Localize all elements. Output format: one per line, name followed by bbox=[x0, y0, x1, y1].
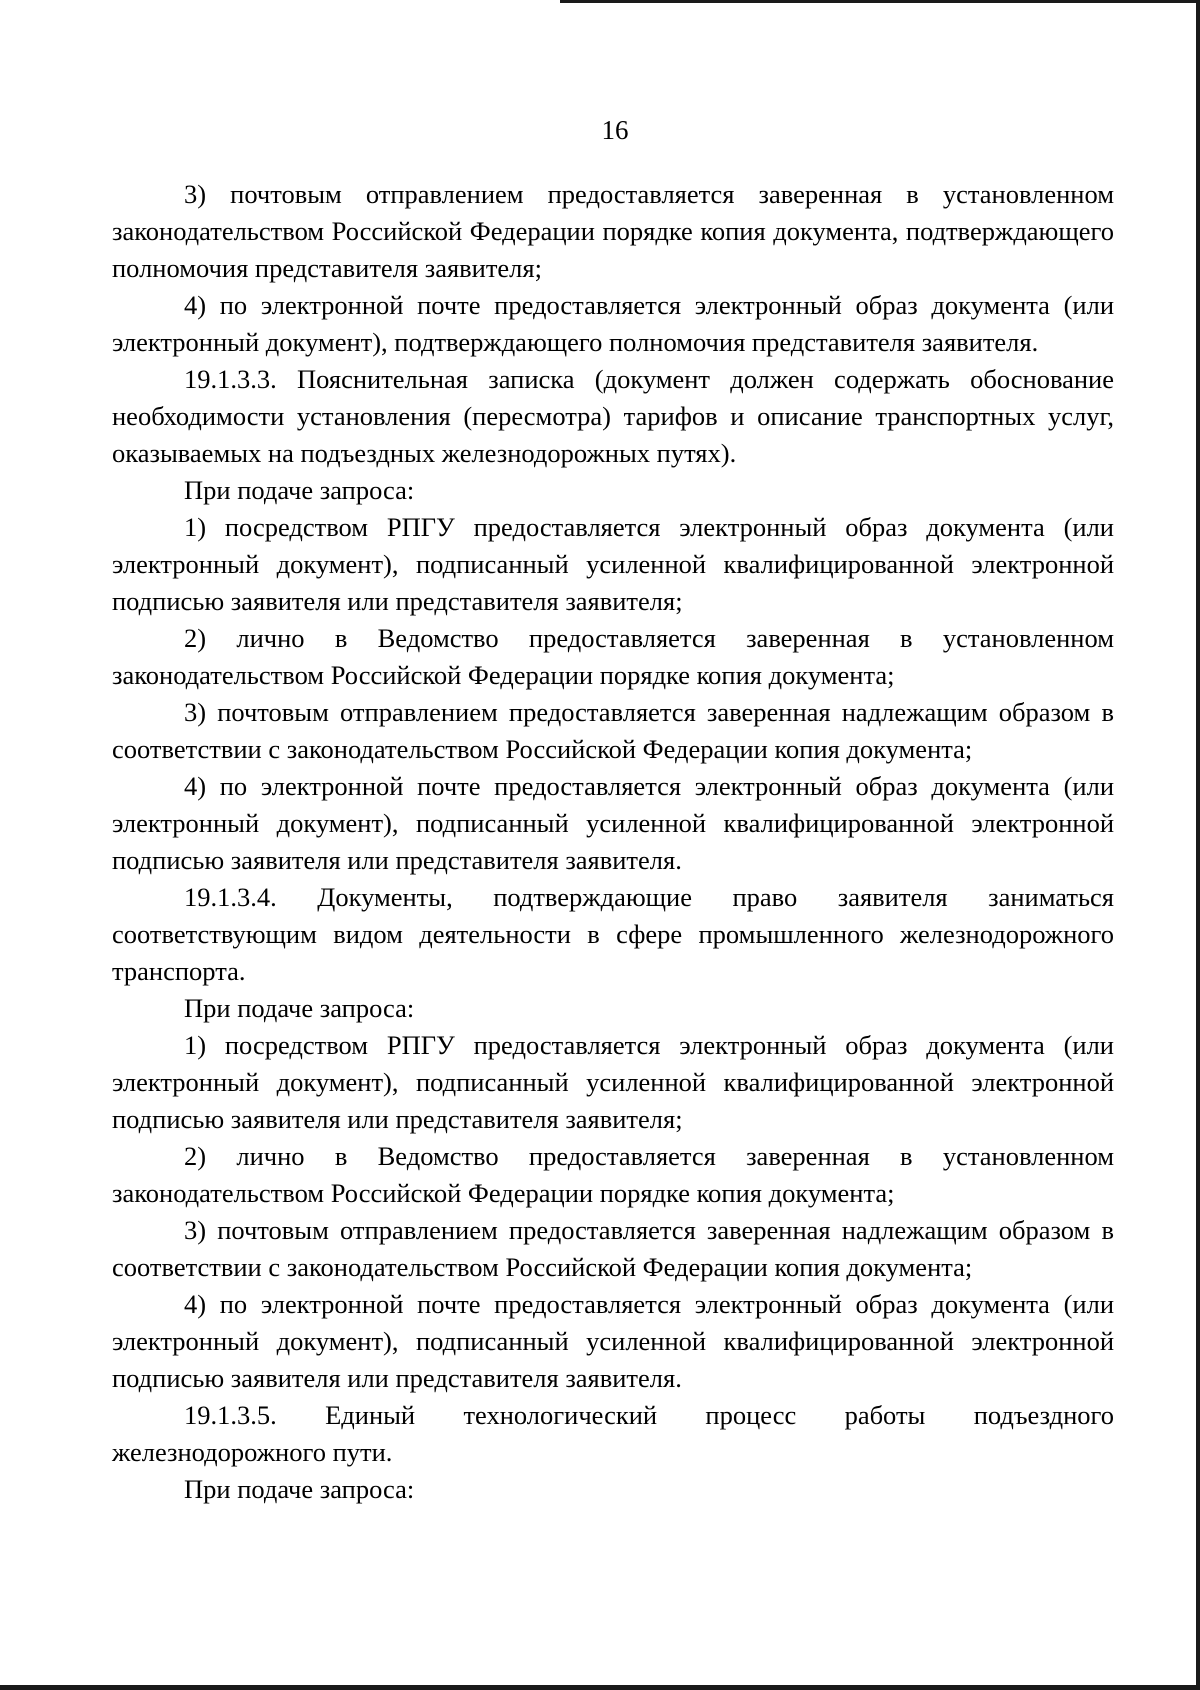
paragraph: 19.1.3.3. Пояснительная записка (документ должен содержать обоснование необходимости установления (пересмотра) тарифов и описание транспортных услуг, оказываемых на подъездных железнодорожных путях). bbox=[112, 364, 1114, 468]
paragraph: 4) по электронной почте предоставляется электронный образ документа (или электронный документ), подтверждающего полномочия представителя заявителя. bbox=[112, 290, 1114, 357]
paragraph: 2) лично в Ведомство предоставляется заверенная в установленном законодательством Российской Федерации порядке копия документа; bbox=[112, 1141, 1114, 1208]
paragraph: При подаче запроса: bbox=[184, 475, 415, 505]
paragraph: 3) почтовым отправлением предоставляется заверенная надлежащим образом в соответствии с законодательством Российской Федерации копия документа; bbox=[112, 1215, 1114, 1282]
scan-edge-right bbox=[1196, 0, 1200, 1690]
scan-edge-bottom bbox=[0, 1685, 1200, 1690]
paragraph: 4) по электронной почте предоставляется электронный образ документа (или электронный документ), подписанный усиленной квалифицированной электронной подписью заявителя или представителя заявителя. bbox=[112, 1289, 1114, 1393]
paragraph: При подаче запроса: bbox=[184, 1474, 415, 1504]
paragraph: 1) посредством РПГУ предоставляется электронный образ документа (или электронный документ), подписанный усиленной квалифицированной электронной подписью заявителя или представителя заявителя; bbox=[112, 1030, 1114, 1134]
paragraph: 19.1.3.4. Документы, подтверждающие право заявителя заниматься соответствующим видом деятельности в сфере промышленного железнодорожного транспорта. bbox=[112, 882, 1114, 986]
paragraph: 19.1.3.5. Единый технологический процесс работы подъездного железнодорожного пути. bbox=[112, 1400, 1114, 1467]
document-body bbox=[112, 176, 1114, 1508]
scan-edge-top bbox=[560, 0, 1200, 3]
paragraph: 1) посредством РПГУ предоставляется электронный образ документа (или электронный документ), подписанный усиленной квалифицированной электронной подписью заявителя или представителя заявителя; bbox=[112, 512, 1114, 616]
paragraph: 3) почтовым отправлением предоставляется заверенная надлежащим образом в соответствии с законодательством Российской Федерации копия документа; bbox=[112, 697, 1114, 764]
page-number: 16 bbox=[601, 115, 629, 145]
paragraph: 2) лично в Ведомство предоставляется заверенная в установленном законодательством Российской Федерации порядке копия документа; bbox=[112, 623, 1114, 690]
paragraph: При подаче запроса: bbox=[184, 993, 415, 1023]
paragraph: 3) почтовым отправлением предоставляется заверенная в установленном законодательством Российской Федерации порядке копия документа, подтверждающего полномочия представителя заявителя; bbox=[112, 179, 1114, 283]
paragraph: 4) по электронной почте предоставляется электронный образ документа (или электронный документ), подписанный усиленной квалифицированной электронной подписью заявителя или представителя заявителя. bbox=[112, 771, 1114, 875]
